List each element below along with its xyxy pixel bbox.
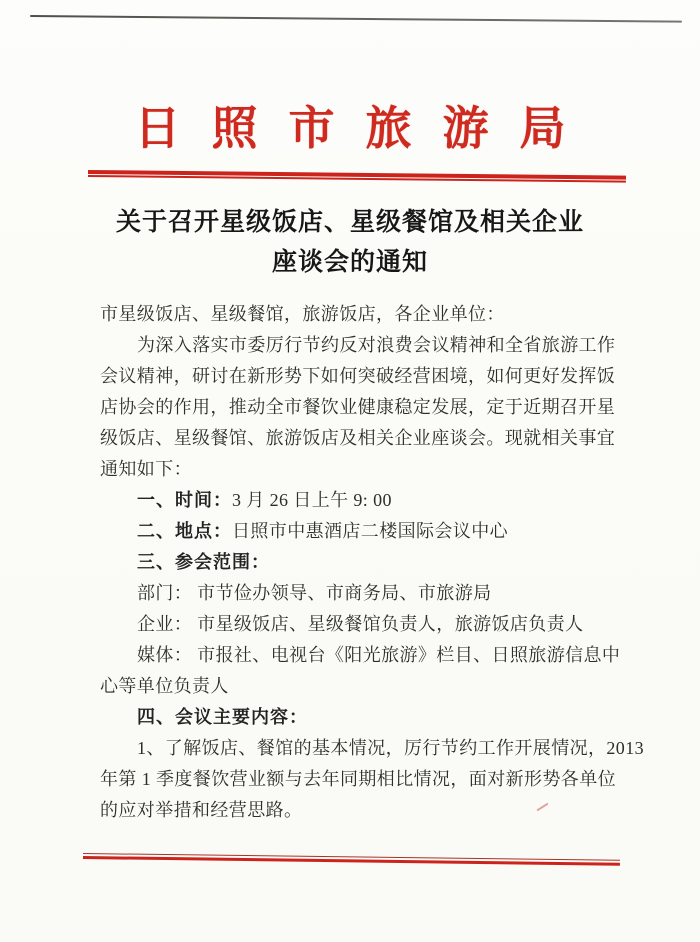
text-line bbox=[100, 764, 645, 795]
footer-divider bbox=[83, 853, 620, 865]
text-line bbox=[100, 733, 645, 764]
line-text: 为深入落实市委厉行节约反对浪费会议精神和全省旅游工作 bbox=[137, 335, 616, 355]
text-line bbox=[100, 702, 645, 733]
line-heading: 二、地点： bbox=[137, 521, 232, 541]
line-text: 部门： 市节俭办领导、市商务局、市旅游局 bbox=[137, 583, 492, 603]
text-line bbox=[100, 423, 645, 454]
text-line bbox=[100, 671, 645, 702]
line-heading: 一、时间： bbox=[137, 490, 232, 510]
document-title-line1: 关于召开星级饭店、星级餐馆及相关企业 bbox=[115, 209, 584, 236]
line-heading: 四、会议主要内容： bbox=[137, 707, 308, 727]
text-line bbox=[100, 547, 645, 578]
line-text: 企业： 市星级饭店、星级餐馆负责人，旅游饭店负责人 bbox=[137, 614, 584, 634]
line-text: 心等单位负责人 bbox=[100, 676, 229, 696]
letterhead-divider bbox=[88, 170, 626, 182]
text-line bbox=[100, 609, 645, 640]
text-line bbox=[100, 454, 645, 485]
text-line bbox=[100, 361, 645, 392]
text-line bbox=[100, 578, 645, 609]
text-line bbox=[100, 640, 645, 671]
body-lines bbox=[100, 299, 645, 826]
line-text: 的应对举措和经营思路。 bbox=[100, 800, 303, 820]
line-text: 3 月 26 日上午 9: 00 bbox=[232, 490, 392, 510]
scanner-edge-artifact bbox=[30, 15, 682, 23]
text-line bbox=[100, 485, 645, 516]
agency-letterhead: 日照市旅游局 bbox=[134, 103, 597, 154]
line-text: 通知如下： bbox=[100, 459, 192, 479]
line-text: 级饭店、星级餐馆、旅游饭店及相关企业座谈会。现就相关事宜 bbox=[100, 428, 616, 448]
line-text: 会议精神，研讨在新形势下如何突破经营困境，如何更好发挥饭 bbox=[100, 366, 616, 386]
line-text: 1、了解饭店、餐馆的基本情况，厉行节约工作开展情况，2013 bbox=[137, 738, 644, 758]
line-text: 日照市中惠酒店二楼国际会议中心 bbox=[232, 521, 508, 541]
text-line bbox=[100, 795, 645, 826]
line-text: 市星级饭店、星级餐馆，旅游饭店，各企业单位： bbox=[100, 304, 505, 324]
line-heading: 三、参会范围： bbox=[137, 552, 270, 572]
text-line bbox=[100, 299, 645, 330]
line-text: 年第 1 季度餐饮营业额与去年同期相比情况，面对新形势各单位 bbox=[100, 769, 616, 789]
text-line bbox=[100, 516, 645, 547]
text-line bbox=[100, 392, 645, 423]
document-title-line2: 座谈会的通知 bbox=[271, 249, 428, 276]
document-title bbox=[0, 203, 700, 283]
line-text: 店协会的作用，推动全市餐饮业健康稳定发展，定于近期召开星 bbox=[100, 397, 616, 417]
text-line bbox=[100, 330, 645, 361]
line-text: 媒体： 市报社、电视台《阳光旅游》栏目、日照旅游信息中 bbox=[137, 645, 621, 665]
